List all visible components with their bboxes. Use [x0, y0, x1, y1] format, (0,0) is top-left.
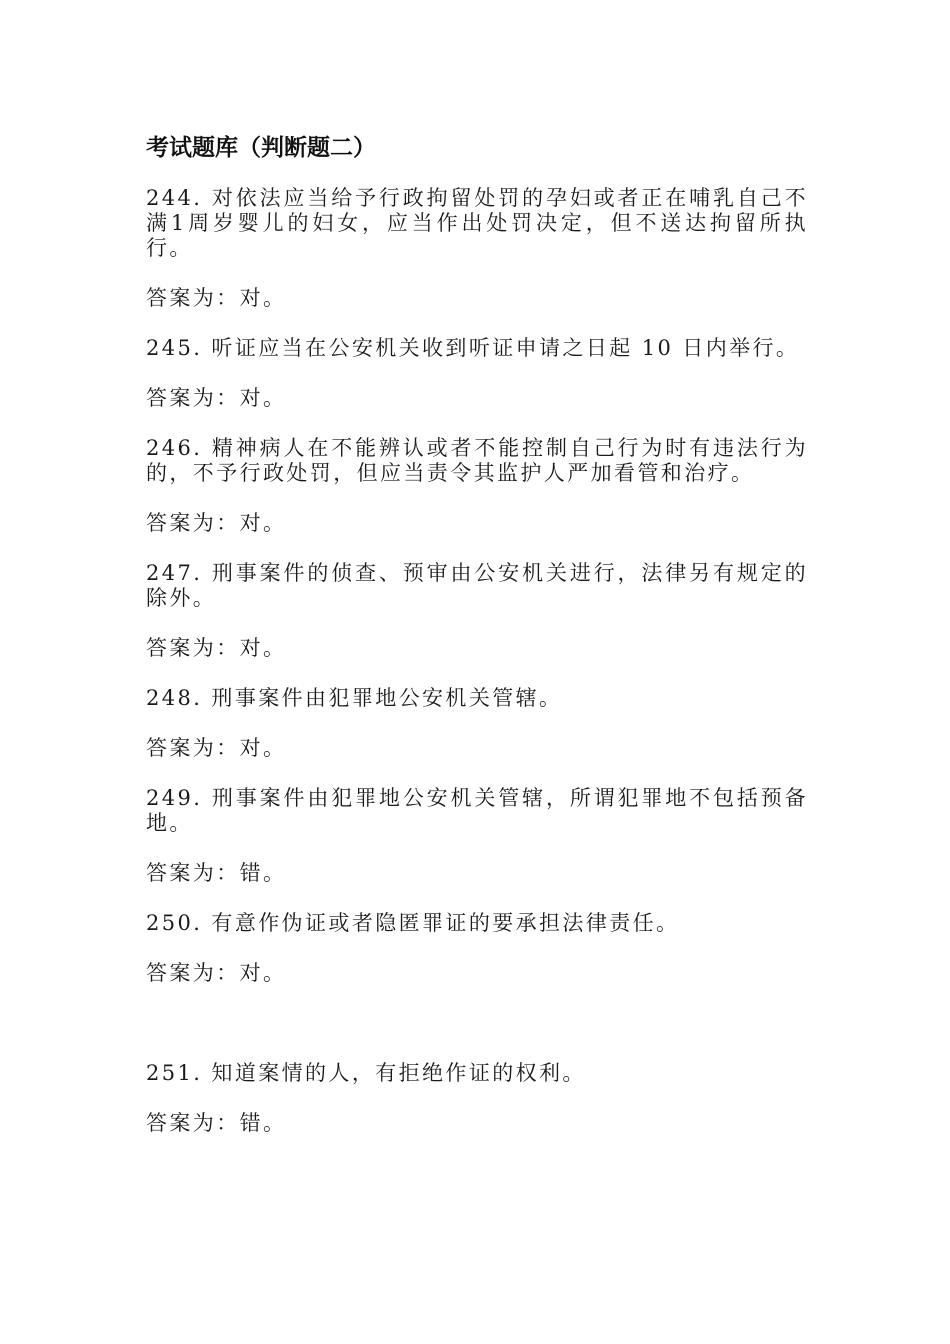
answer-text: 答案为：对。 [146, 511, 287, 535]
question-text: 245. 听证应当在公安机关收到听证申请之日起 10 日内举行。 [146, 336, 800, 360]
question-item-251 [146, 1061, 808, 1136]
question-text: 249. 刑事案件由犯罪地公安机关管辖，所谓犯罪地不包括预备地。 [146, 786, 808, 835]
question-text: 248. 刑事案件由犯罪地公安机关管辖。 [146, 686, 563, 710]
answer-text: 答案为：对。 [146, 736, 287, 760]
question-item-248 [146, 686, 808, 761]
question-item-246 [146, 436, 808, 536]
answer-text: 答案为：对。 [146, 636, 287, 660]
question-item-249 [146, 786, 808, 886]
answer-text: 答案为：对。 [146, 386, 287, 410]
document-title: 考试题库（判断题二） [146, 135, 376, 161]
answer-text: 答案为：对。 [146, 286, 287, 310]
document-page [146, 132, 808, 1161]
question-text: 247. 刑事案件的侦查、预审由公安机关进行，法律另有规定的除外。 [146, 561, 808, 610]
question-text: 251. 知道案情的人，有拒绝作证的权利。 [146, 1061, 586, 1085]
answer-text: 答案为：错。 [146, 861, 287, 885]
question-item-247 [146, 561, 808, 661]
answer-text: 答案为：错。 [146, 1111, 287, 1135]
question-item-245 [146, 336, 808, 411]
blank-gap [146, 1011, 808, 1061]
answer-text: 答案为：对。 [146, 961, 287, 985]
question-text: 246. 精神病人在不能辨认或者不能控制自己行为时有违法行为的，不予行政处罚，但应当责令其监护人严加看管和治疗。 [146, 436, 808, 485]
question-text: 244. 对依法应当给予行政拘留处罚的孕妇或者正在哺乳自己不满1周岁婴儿的妇女，应当作出处罚决定，但不送达拘留所执行。 [146, 186, 808, 260]
question-item-250 [146, 911, 808, 986]
question-text: 250. 有意作伪证或者隐匿罪证的要承担法律责任。 [146, 911, 680, 935]
question-item-244 [146, 186, 808, 311]
